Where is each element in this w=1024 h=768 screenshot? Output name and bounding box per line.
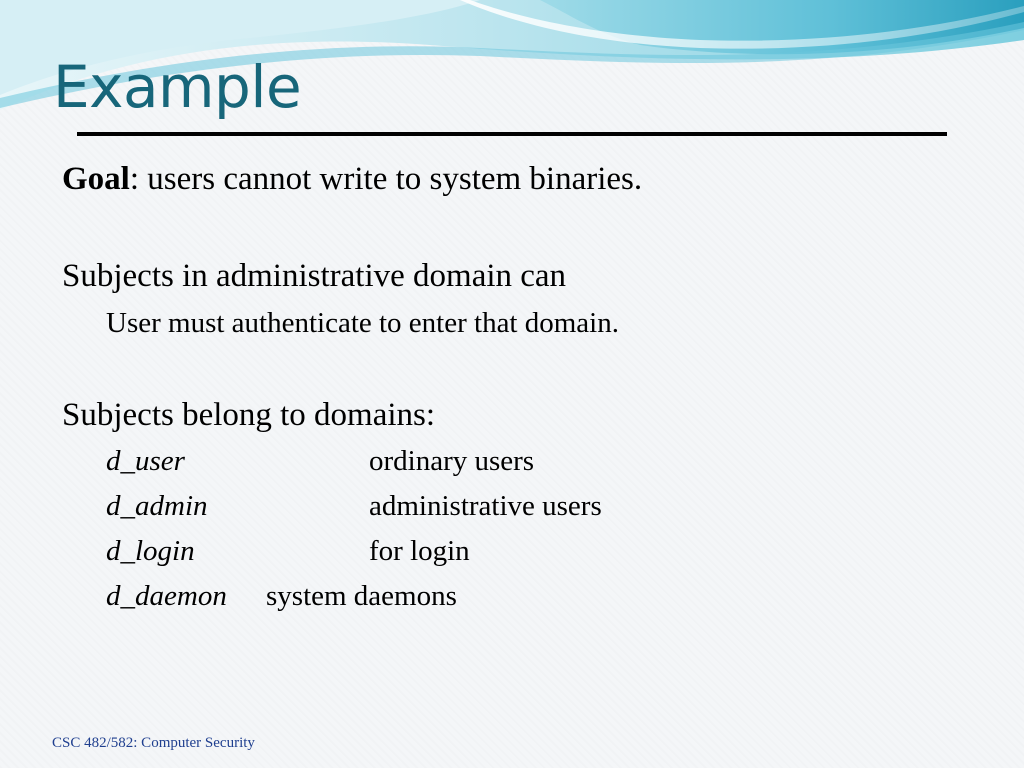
domain-name: d_daemon xyxy=(106,580,227,612)
domain-name: d_user xyxy=(106,445,185,477)
goal-label: Goal xyxy=(62,161,130,197)
title-underline-rule xyxy=(77,132,947,136)
goal-text: : users cannot write to system binaries. xyxy=(129,161,643,197)
authentication-subpoint: User must authenticate to enter that domain. xyxy=(106,307,619,339)
domain-name: d_login xyxy=(106,535,195,567)
domains-point: Subjects belong to domains: xyxy=(62,397,436,433)
domain-description: system daemons xyxy=(266,580,457,612)
domain-description: for login xyxy=(369,535,470,567)
admin-domain-point: Subjects in administrative domain can xyxy=(62,258,567,294)
slide-title: Example xyxy=(53,53,302,121)
slide-footer: CSC 482/582: Computer Security xyxy=(52,735,255,751)
domain-name: d_admin xyxy=(106,490,208,522)
goal-statement xyxy=(62,159,642,199)
domain-description: administrative users xyxy=(369,490,602,522)
domain-description: ordinary users xyxy=(369,445,535,477)
